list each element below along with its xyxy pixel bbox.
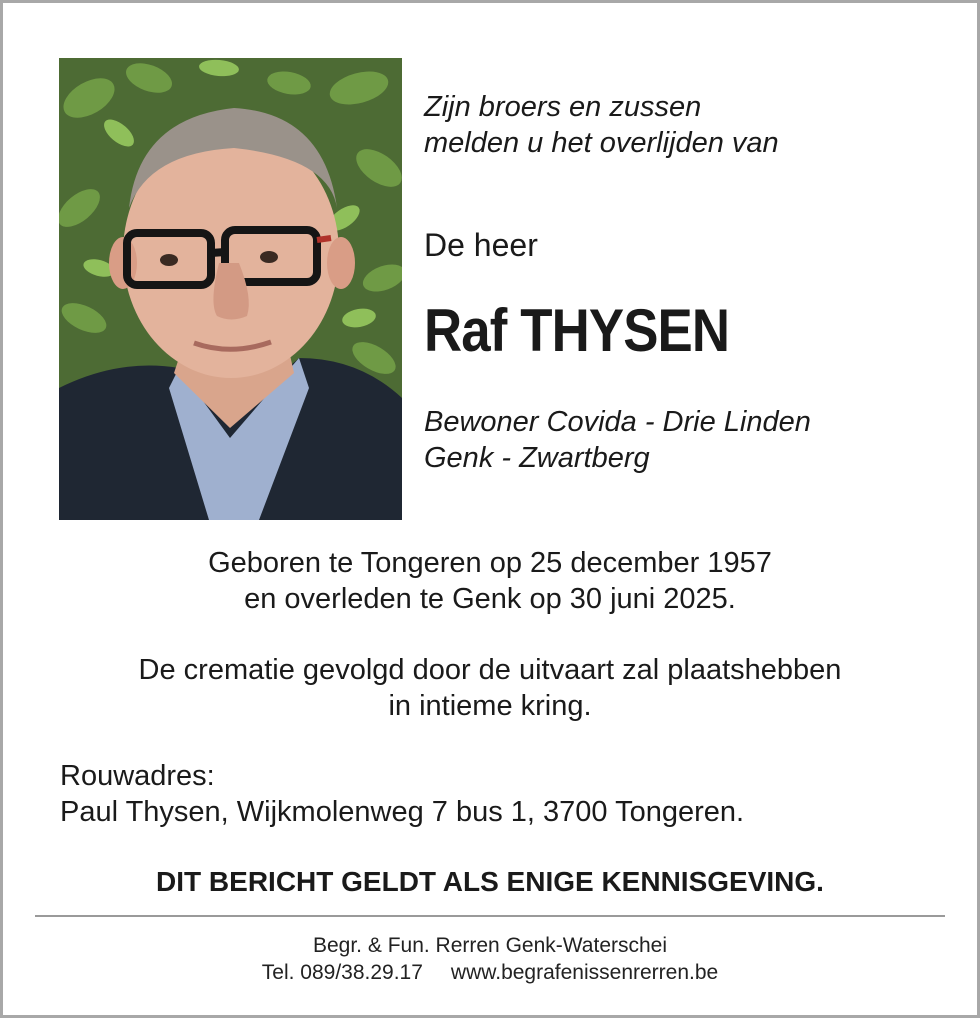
footer-divider [35, 915, 945, 917]
funeral-home-footer [0, 932, 980, 986]
intro-text [424, 89, 964, 161]
address-label: Rouwadres: [60, 760, 215, 792]
residence-line-1: Bewoner Covida - Drie Linden [424, 406, 811, 438]
intro-line-1: Zijn broers en zussen [424, 91, 702, 123]
funeral-home-name: Begr. & Fun. Rerren Genk-Waterschei [312, 934, 668, 957]
funeral-home-phone: Tel. 089/38.29.17 [261, 961, 423, 984]
address-value: Paul Thysen, Wijkmolenweg 7 bus 1, 3700 Tongeren. [60, 796, 745, 828]
ceremony-info [0, 652, 980, 724]
funeral-home-contact [0, 959, 980, 986]
ceremony-line-2: in intieme kring. [388, 690, 592, 722]
portrait-photo [59, 58, 402, 520]
birth-death-info [0, 545, 980, 617]
residence-line-2: Genk - Zwartberg [424, 442, 650, 474]
intro-line-2: melden u het overlijden van [424, 127, 779, 159]
salutation: De heer [424, 227, 538, 263]
ceremony-line-1: De crematie gevolgd door de uitvaart zal plaatshebben [138, 654, 842, 686]
death-line: en overleden te Genk op 30 juni 2025. [244, 583, 736, 615]
birth-line: Geboren te Tongeren op 25 december 1957 [208, 547, 772, 579]
residence-info [424, 404, 811, 476]
funeral-home-website[interactable]: www.begrafenissenrerren.be [450, 961, 719, 984]
official-notice: DIT BERICHT GELDT ALS ENIGE KENNISGEVING. [156, 866, 824, 897]
deceased-name: Raf THYSEN [424, 297, 730, 364]
mourning-address [60, 758, 744, 830]
